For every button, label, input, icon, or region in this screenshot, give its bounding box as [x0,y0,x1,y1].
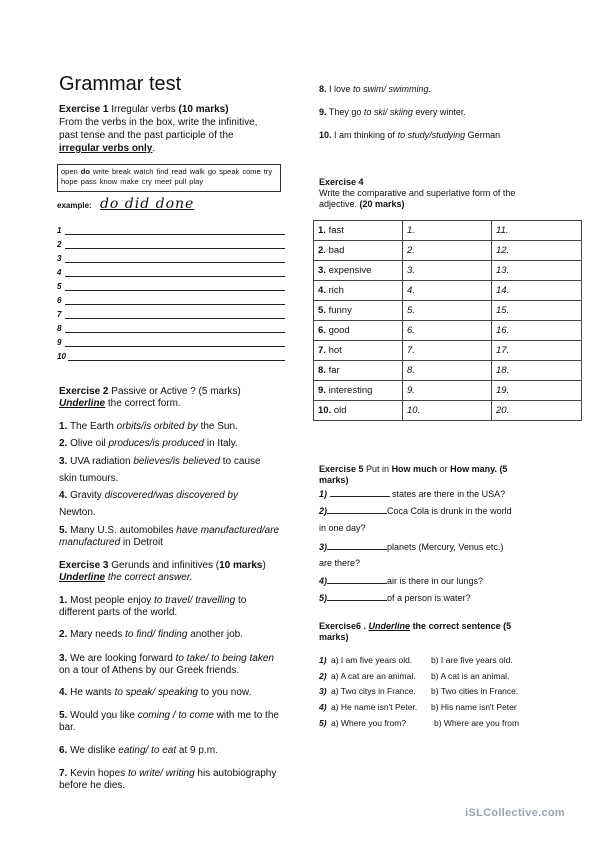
answer-line-8[interactable] [57,324,285,334]
item-number: 2) [319,506,328,516]
row-number: 1. [318,225,326,236]
item-options[interactable]: manufactured [59,537,121,548]
underline-word: Underline [59,572,106,583]
exercise-6-label: Exercise6 . [319,621,369,631]
answer-number: 3 [57,254,62,263]
item-text: at 9 p.m. [176,745,218,756]
row-number: 8. [318,365,326,376]
row-number: 6. [318,325,326,336]
exercise-2-heading [59,386,241,398]
row-number: 5. [318,305,326,316]
adjective: expensive [328,265,372,276]
item-options[interactable]: to study/studying [397,130,466,140]
table-row [314,381,582,401]
item-text: in Italy. [204,438,238,449]
exercise-4-heading: Exercise 4 [319,177,364,187]
row-number: 7. [318,345,326,356]
adjective-cell [314,341,403,361]
adjective: funny [328,305,352,316]
ex5-item-4 [319,574,483,587]
adjective: bad [328,245,345,256]
item-number: 6. [59,745,68,756]
item-number: 1. [59,595,68,606]
comparative-cell[interactable]: 10. [403,401,492,421]
item-text: Many U.S. automobiles [67,525,177,536]
item-number: 1) [319,489,328,499]
verb-box-do: do [80,167,90,176]
answer-blank[interactable] [330,487,390,497]
item-text: air is there in our lungs? [387,576,484,586]
exercise-6-marks: marks) [319,632,349,642]
item-text: of a person is water? [387,593,471,603]
item-number: 2) [319,671,327,681]
answer-number: 5 [57,282,62,291]
item-options[interactable]: discovered/was discovered by [104,490,238,501]
row-number: 4. [318,285,326,296]
adjective: good [328,325,350,336]
superlative-cell[interactable]: 11. [492,221,582,241]
item-number: 4. [59,687,68,698]
answer-number: 4 [57,268,62,277]
ex2-item-3-cont: skin tumours. [59,473,119,484]
item-text: I love [326,84,354,94]
exercise-3-title: Gerunds and infinitives ( [108,560,220,571]
adjective-cell [314,241,403,261]
adjective-cell [314,381,403,401]
comparative-cell[interactable]: 2. [403,241,492,261]
item-number: 8. [319,84,327,94]
ex3-item-9 [319,106,466,118]
verb-box [57,164,281,192]
adjective: interesting [328,385,373,396]
example-answer: do did done [99,196,195,212]
ex5-item-1 [319,487,505,500]
item-text: with me to the [213,710,279,721]
item-number: 4) [319,576,328,586]
example-label: example [57,201,90,210]
ex2-item-2 [59,438,238,450]
adjective-cell [314,361,403,381]
option-b[interactable]: b) I are five years old. [431,655,513,665]
ex6-item-3 [319,685,519,697]
irregular-verbs-only: irregular verbs only [59,143,153,154]
underline-word: Underline [59,398,106,409]
adjective: far [328,365,340,376]
exercise-1-label: Exercise 1 [59,104,109,115]
ex3-item-1-cont: different parts of the world. [59,607,178,618]
item-options[interactable]: to swim/ swimming. [353,84,432,94]
exercise-3-close: ) [262,560,266,571]
item-text: to cause [220,456,261,467]
item-options[interactable]: to speak/ speaking [114,687,198,698]
table-row [314,401,582,421]
answer-blank[interactable] [327,574,387,584]
adjective-table [313,220,582,421]
watermark-logo: iSLCollective.com [465,807,565,819]
ex5-item-3 [319,540,503,553]
adjective-cell [314,261,403,281]
ex3-item-4 [59,687,251,699]
exercise-4-instruction-1: Write the comparative and superlative form of the [319,188,516,198]
item-options[interactable]: orbits/is orbited by [116,421,198,432]
exercise-5-marks: . (5 [494,464,508,474]
row-number: 10. [318,405,332,416]
item-options[interactable]: to ski/ skiing [363,107,413,117]
option-b[interactable]: b) His name isn't Peter [431,702,517,712]
superlative-cell[interactable]: 20. [492,401,582,421]
superlative-cell[interactable]: 13. [492,261,582,281]
exercise-1-instruction-3 [59,143,155,155]
item-options[interactable]: have manufactured/are [176,525,280,536]
table-row [314,281,582,301]
table-row [314,301,582,321]
ex3-item-1 [59,595,246,607]
option-b[interactable]: b) A cat is an animal. [431,671,510,681]
ex2-item-5-cont [59,537,163,549]
exercise-3-marks: 10 marks [219,560,263,571]
table-row [314,261,582,281]
item-text: planets (Mercury, Venus etc.) [387,542,504,552]
answer-line-4[interactable] [57,268,285,278]
answer-blank[interactable] [327,504,387,514]
adjective: rich [328,285,344,296]
item-text: Coca Cola is drunk in the world [387,506,512,516]
answer-line-9[interactable] [57,338,285,348]
ex3-item-3-cont: on a tour of Athens by our Greek friends. [59,665,240,676]
item-text: in Detroit [120,537,163,548]
ex5-item-2 [319,504,512,517]
item-text: Would you like [67,710,138,721]
exercise-1-heading [59,104,229,116]
how-much: How much [391,464,438,474]
option-b[interactable]: b) Two cities in France. [431,686,519,696]
verb-box-text-2: write break watch find read walk go speak come try hope pass know make cry meet pull play [61,167,273,186]
answer-number: 1 [57,226,62,235]
row-number: 3. [318,265,326,276]
item-text: We are looking forward [67,653,176,664]
superlative-cell[interactable]: 14. [492,281,582,301]
instruction-period: . [152,143,156,154]
item-options[interactable]: to take/ to being taken [175,653,274,664]
item-options[interactable]: to write/ writing [127,768,195,779]
item-number: 5) [319,718,327,728]
item-options[interactable]: produces/is produced [108,438,205,449]
item-number: 7. [59,768,68,779]
adjective: fast [328,225,344,236]
item-text: He wants [67,687,115,698]
option-b[interactable]: b) Where are you from [434,718,520,728]
ex2-item-4-cont: Newton. [59,507,96,518]
ex2-item-3 [59,456,261,468]
exercise-1-marks: (10 marks) [178,104,229,115]
comparative-cell[interactable]: 3. [403,261,492,281]
ex3-item-7 [59,768,276,780]
adjective-cell [314,301,403,321]
item-text: another job. [187,629,244,640]
adjective-cell [314,321,403,341]
instruction-text: the correct form. [105,398,181,409]
comparative-cell[interactable]: 6. [403,321,492,341]
exercise-1-instruction-1: From the verbs in the box, write the infinitive, [59,117,258,128]
answer-number: 2 [57,240,62,249]
item-options[interactable]: to find/ finding [125,629,188,640]
example-colon: : [89,201,92,210]
option-a[interactable]: a) A cat are an animal. [331,671,416,681]
item-text: every winter. [412,107,466,117]
exercise-5-label: Exercise 5 [319,464,364,474]
comparative-cell[interactable]: 1. [403,221,492,241]
item-number: 3) [319,686,327,696]
item-number: 5) [319,593,328,603]
item-number: 3. [59,456,68,467]
ex3-item-10 [319,129,500,141]
page-title: Grammar test [59,73,182,95]
answer-line-6[interactable] [57,296,285,306]
item-number: 2. [59,629,68,640]
item-number: 1) [319,655,327,665]
comparative-cell[interactable]: 7. [403,341,492,361]
item-text: German [465,130,501,140]
item-text: the Sun. [197,421,238,432]
ex5-item-5 [319,591,471,604]
superlative-cell[interactable]: 18. [492,361,582,381]
item-text: They go [326,107,364,117]
adjective: old [333,405,347,416]
comparative-cell[interactable]: 5. [403,301,492,321]
exercise-5-title: Put in [363,464,392,474]
option-a[interactable]: a) He name isn't Peter. [331,702,418,712]
adjective: hot [328,345,342,356]
item-text: to [235,595,247,606]
exercise-6-title: the correct sentence (5 [410,621,512,631]
exercise-4-marks: (20 marks) [359,199,405,209]
ex3-item-6 [59,745,218,757]
ex3-item-5-cont: bar. [59,722,76,733]
item-text: states are there in the USA? [389,489,506,499]
superlative-cell[interactable]: 19. [492,381,582,401]
row-number: 2. [318,245,326,256]
option-a[interactable]: a) Two citys in France. [331,686,416,696]
ex2-item-1 [59,421,238,433]
adjective-cell [314,401,403,421]
item-text: his autobiography [194,768,277,779]
ex3-item-8 [319,83,431,95]
answer-number: 10 [57,352,66,361]
exercise-2-label: Exercise 2 [59,386,109,397]
answer-line-7[interactable] [57,310,285,320]
exercise-3-instruction [59,572,193,584]
ex3-item-2 [59,629,243,641]
item-options[interactable]: eating/ to eat [118,745,177,756]
superlative-cell[interactable]: 15. [492,301,582,321]
exercise-1-instruction-2: past tense and the past participle of the [59,130,234,141]
item-options[interactable]: believes/is believed [133,456,221,467]
answer-line-2[interactable] [57,240,285,250]
item-number: 1. [59,421,68,432]
answer-number: 9 [57,338,62,347]
item-text: Gravity [67,490,105,501]
exercise-3-heading [59,560,266,572]
instruction-text: adjective. [319,199,360,209]
ex6-item-4 [319,701,517,713]
ex3-item-7-cont: before he dies. [59,780,126,791]
answer-line-3[interactable] [57,254,285,264]
item-text: Most people enjoy [67,595,155,606]
exercise-2-instruction [59,398,181,410]
exercise-2-title: Passive or Active ? (5 marks) [108,386,241,397]
option-a[interactable]: a) Where you from? [331,718,407,728]
option-a[interactable]: a) I am five years old. [331,655,413,665]
ex2-item-4 [59,490,238,502]
item-number: 9. [319,107,327,117]
or-word: or [437,464,451,474]
answer-number: 8 [57,324,62,333]
exercise-3-label: Exercise 3 [59,560,109,571]
table-row [314,361,582,381]
item-number: 4. [59,490,68,501]
item-number: 3. [59,653,68,664]
answer-line-10[interactable] [57,352,285,362]
item-text: Mary needs [67,629,126,640]
answer-line-1[interactable] [57,226,285,236]
ex3-item-3 [59,653,274,665]
comparative-cell[interactable]: 9. [403,381,492,401]
table-row [314,241,582,261]
instruction-text: the correct answer. [105,572,193,583]
comparative-cell[interactable]: 8. [403,361,492,381]
ex6-item-5 [319,717,520,729]
verb-box-text-1: open [61,167,81,176]
item-options[interactable]: to travel/ travelling [154,595,236,606]
answer-line-5[interactable] [57,282,285,292]
comparative-cell[interactable]: 4. [403,281,492,301]
item-number: 3) [319,542,328,552]
item-text: We dislike [67,745,119,756]
how-many: How many [450,464,495,474]
answer-blank[interactable] [327,591,387,601]
item-number: 10. [319,130,332,140]
exercise-1-title: Irregular verbs [108,104,179,115]
answer-number: 7 [57,310,62,319]
underline-word: Underline [368,621,411,631]
item-text: to you now. [197,687,252,698]
item-number: 4) [319,702,327,712]
item-text: I am thinking of [331,130,398,140]
adjective-cell [314,221,403,241]
superlative-cell[interactable]: 16. [492,321,582,341]
exercise-5-marks-2: marks) [319,475,349,485]
item-options[interactable]: coming / to come [137,710,214,721]
ex6-item-2 [319,670,510,682]
item-text: Kevin hopes [67,768,128,779]
answer-blank[interactable] [327,540,387,550]
superlative-cell[interactable]: 12. [492,241,582,261]
item-text: Olive oil [67,438,109,449]
ex2-item-5 [59,525,279,537]
table-row [314,321,582,341]
item-text: The Earth [67,421,117,432]
adjective-cell [314,281,403,301]
table-row [314,221,582,241]
item-text: UVA radiation [67,456,134,467]
item-number: 2. [59,438,68,449]
ex5-item-2-cont: in one day? [319,523,366,533]
ex3-item-5 [59,710,279,722]
answer-number: 6 [57,296,62,305]
item-number: 5. [59,525,68,536]
exercise-4-instruction-2 [319,198,405,210]
table-row [314,341,582,361]
row-number: 9. [318,385,326,396]
example-row [57,197,194,213]
ex6-item-1 [319,654,513,666]
superlative-cell[interactable]: 17. [492,341,582,361]
ex5-item-3-cont: are there? [319,558,361,568]
item-number: 5. [59,710,68,721]
